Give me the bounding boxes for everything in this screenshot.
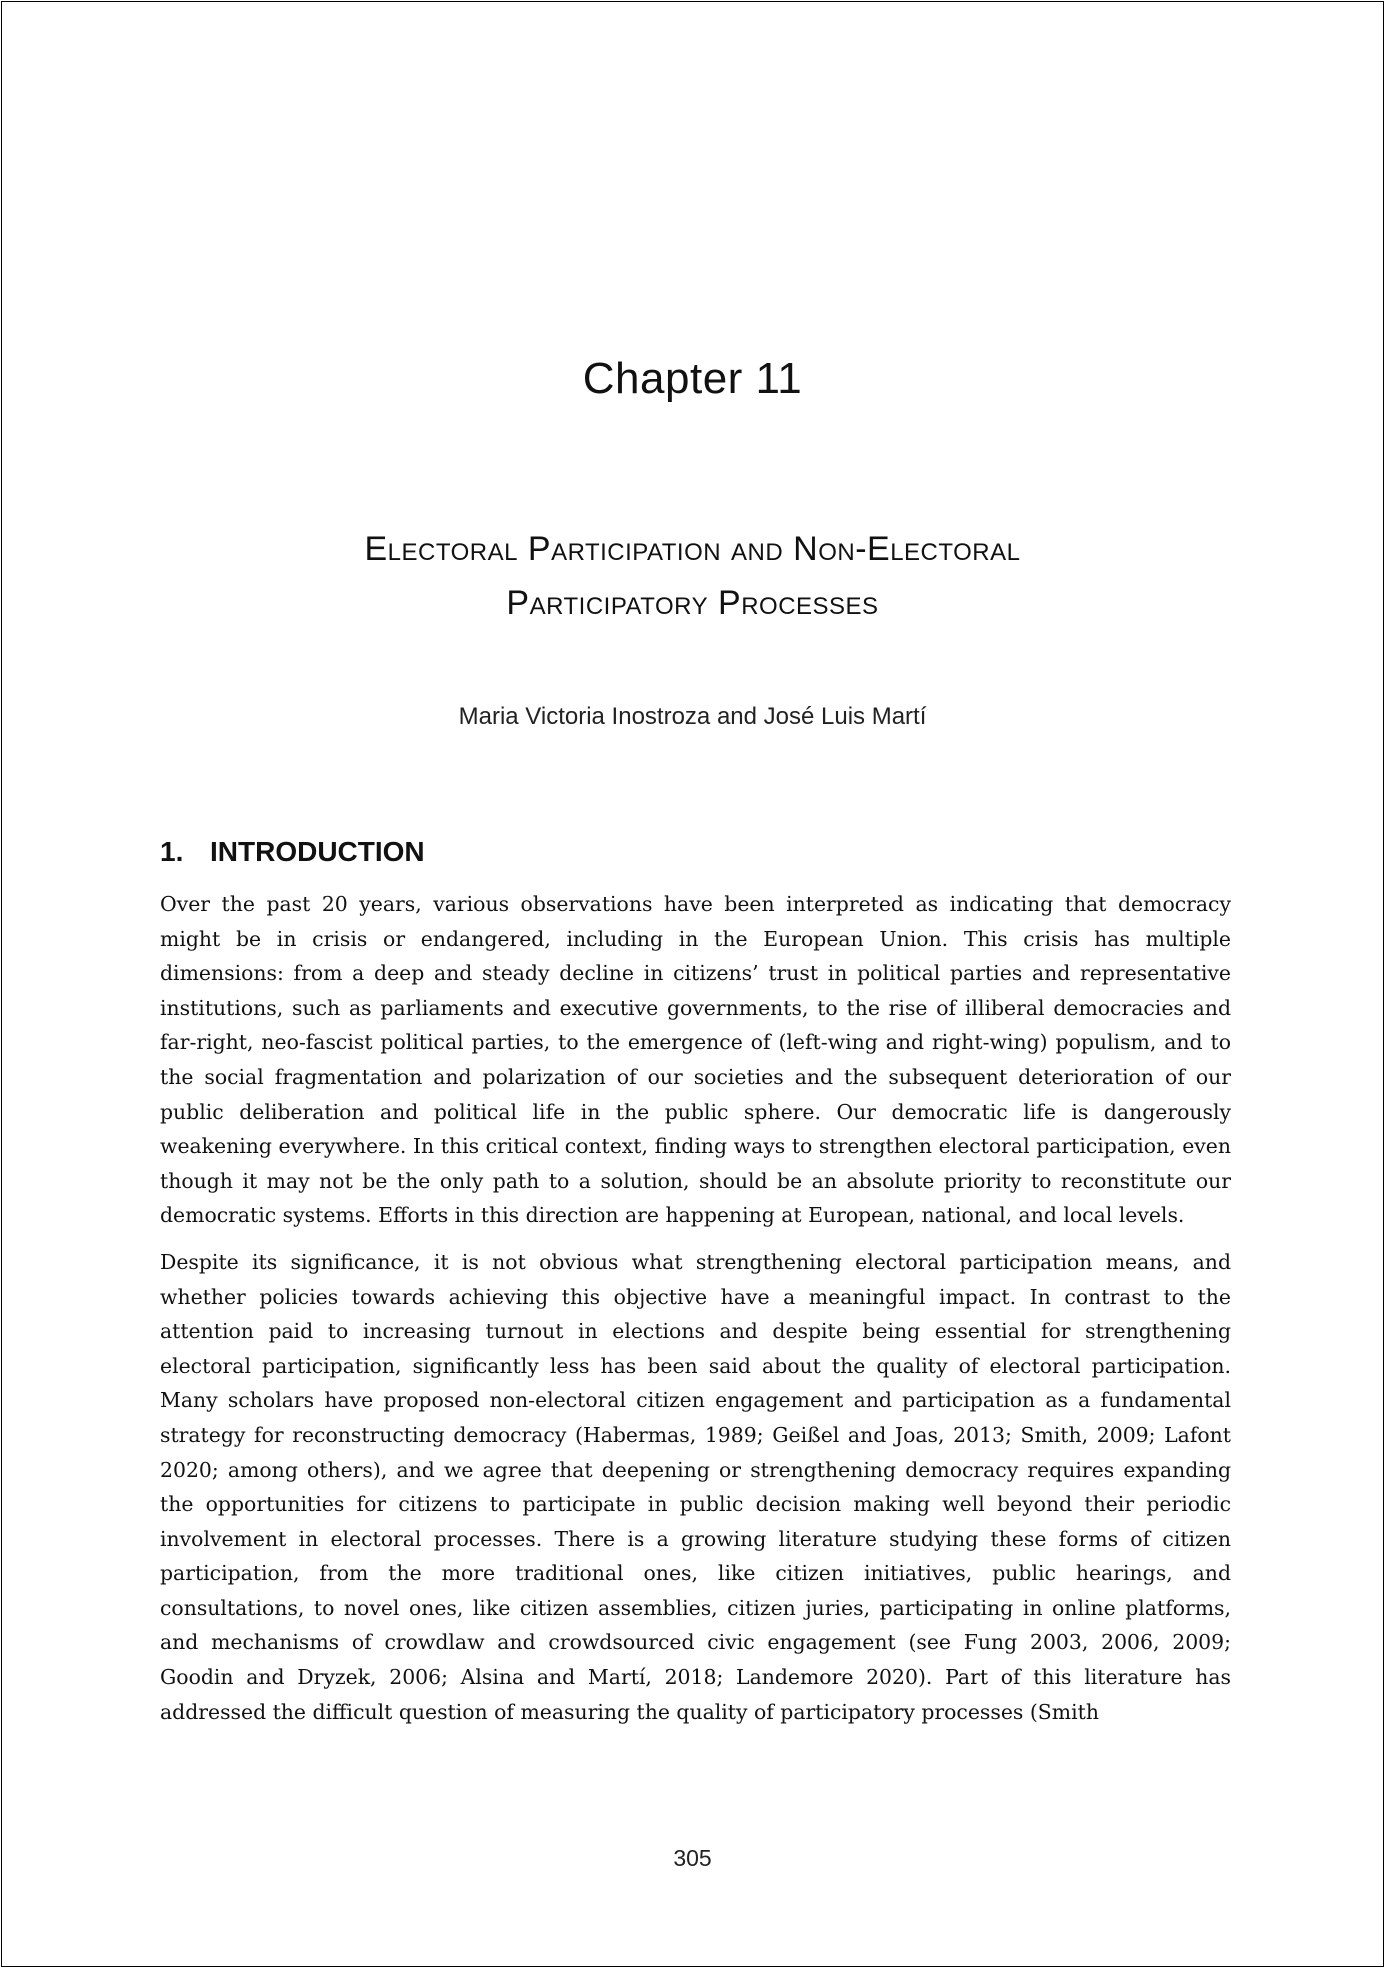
book-page bbox=[1, 1, 1384, 1967]
page-number: 305 bbox=[673, 1845, 712, 1871]
chapter-title bbox=[2, 522, 1383, 630]
section-title: INTRODUCTION bbox=[210, 836, 425, 867]
body-text bbox=[160, 887, 1231, 1741]
section-number: 1. bbox=[160, 836, 184, 867]
paragraph: Over the past 20 years, various observations have been interpreted as indicating that democracy might be in crisis or endangered, including in the European Union. This crisis has multiple dimensions: from a deep and steady decline in citizens’ trust in political parties and representative institutions, such as parliaments and executive governments, to the rise of illiberal democracies and far-right, neo-fascist political parties, to the emergence of (left-wing and right-wing) populism, and to the social fragmentation and polarization of our societies and the subsequent deterioration of our public deliberation and political life in the public sphere. Our democratic life is dangerously weakening everywhere. In this critical context, finding ways to strengthen electoral participation, even though it may not be the only path to a solution, should be an absolute priority to reconstitute our democratic systems. Efforts in this direction are happening at European, national, and local levels. bbox=[160, 892, 1231, 1228]
section-heading bbox=[160, 836, 425, 868]
chapter-authors: Maria Victoria Inostroza and José Luis Martí bbox=[458, 703, 927, 730]
paragraph: Despite its significance, it is not obvious what strengthening electoral participation means, and whether policies towards achieving this objective have a meaningful impact. In contrast to the attention paid to increasing turnout in elections and despite being essential for strengthening electoral participation, significantly less has been said about the quality of electoral participation. Many scholars have proposed non-electoral citizen engagement and participation as a fundamental strategy for reconstructing democracy (Habermas, 1989; Geißel and Joas, 2013; Smith, 2009; Lafont 2020; among others), and we agree that deepening or strengthening democracy requires expanding the opportunities for citizens to participate in public decision making well beyond their periodic involvement in electoral processes. There is a growing literature studying these forms of citizen participation, from the more traditional ones, like citizen initiatives, public hearings, and consultations, to novel ones, like citizen assemblies, citizen juries, participating in online platforms, and mechanisms of crowdlaw and crowdsourced civic engagement (see Fung 2003, 2006, 2009; Goodin and Dryzek, 2006; Alsina and Martí, 2018; Landemore 2020). Part of this literature has addressed the difficult question of measuring the quality of participatory processes (Smith bbox=[160, 1249, 1231, 1724]
chapter-label: Chapter 11 bbox=[582, 354, 803, 403]
chapter-title-line-2: Participatory Processes bbox=[506, 584, 879, 622]
chapter-title-line-1: Electoral Participation and Non-Electoral bbox=[364, 530, 1021, 568]
